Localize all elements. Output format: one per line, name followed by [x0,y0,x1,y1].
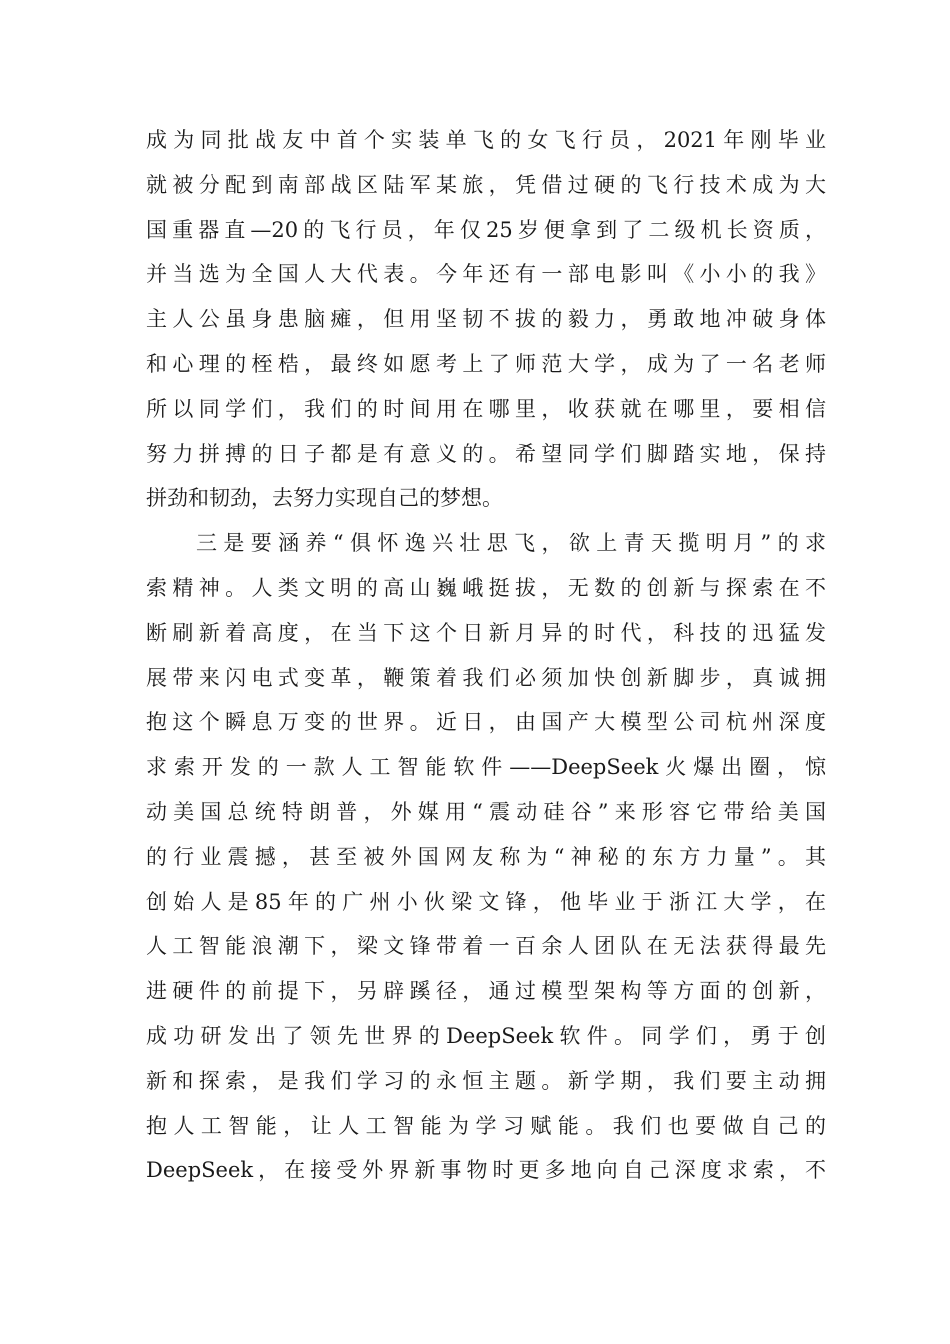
text-line: 展带来闪电式变革，鞭策着我们必须加快创新脚步，真诚拥 [146,665,826,690]
text-line: DeepSeek，在接受外界新事物时更多地向自己深度求索，不 [146,1158,826,1183]
text-line: 人工智能浪潮下，梁文锋带着一百余人团队在无法获得最先 [146,934,826,959]
paragraph-start-line: 三是要涵养“俱怀逸兴壮思飞，欲上青天揽明月”的求 [196,531,826,556]
text-line: 成功研发出了领先世界的DeepSeek软件。同学们，勇于创 [146,1023,826,1048]
text-line: 的行业震撼，甚至被外国网友称为“神秘的东方力量”。其 [146,844,826,869]
text-line: 创始人是85年的广州小伙梁文锋，他毕业于浙江大学，在 [146,889,826,914]
text-line: 抱人工智能，让人工智能为学习赋能。我们也要做自己的 [146,1113,826,1138]
text-line: 抱这个瞬息万变的世界。近日，由国产大模型公司杭州深度 [146,710,826,735]
text-line: 进硬件的前提下，另辟蹊径，通过模型架构等方面的创新， [146,979,826,1004]
text-line: 就被分配到南部战区陆军某旅，凭借过硬的飞行技术成为大 [146,172,826,197]
text-line: 断刷新着高度，在当下这个日新月异的时代，科技的迅猛发 [146,620,826,645]
text-line: 求索开发的一款人工智能软件——DeepSeek火爆出圈，惊 [146,755,826,780]
text-line: 新和探索，是我们学习的永恒主题。新学期，我们要主动拥 [146,1068,826,1093]
text-line: 索精神。人类文明的高山巍峨挺拔，无数的创新与探索在不 [146,575,826,600]
paragraph-end-line: 拼劲和韧劲，去努力实现自己的梦想。 [146,486,503,511]
text-line: 成为同批战友中首个实装单飞的女飞行员，2021年刚毕业 [146,128,826,152]
document-body [146,118,826,1193]
text-line: 主人公虽身患脑瘫，但用坚韧不拔的毅力，勇敢地冲破身体 [146,307,826,332]
text-line: 努力拼搏的日子都是有意义的。希望同学们脚踏实地，保持 [146,441,826,466]
text-line: 和心理的桎梏，最终如愿考上了师范大学，成为了一名老师 [146,351,826,376]
text-line: 动美国总统特朗普，外媒用“震动硅谷”来形容它带给美国 [146,799,826,824]
text-line: 并当选为全国人大代表。今年还有一部电影叫《小小的我》 [146,262,826,287]
text-line: 国重器直—20的飞行员，年仅25岁便拿到了二级机长资质， [146,217,826,242]
text-line: 所以同学们，我们的时间用在哪里，收获就在哪里，要相信 [146,396,826,421]
